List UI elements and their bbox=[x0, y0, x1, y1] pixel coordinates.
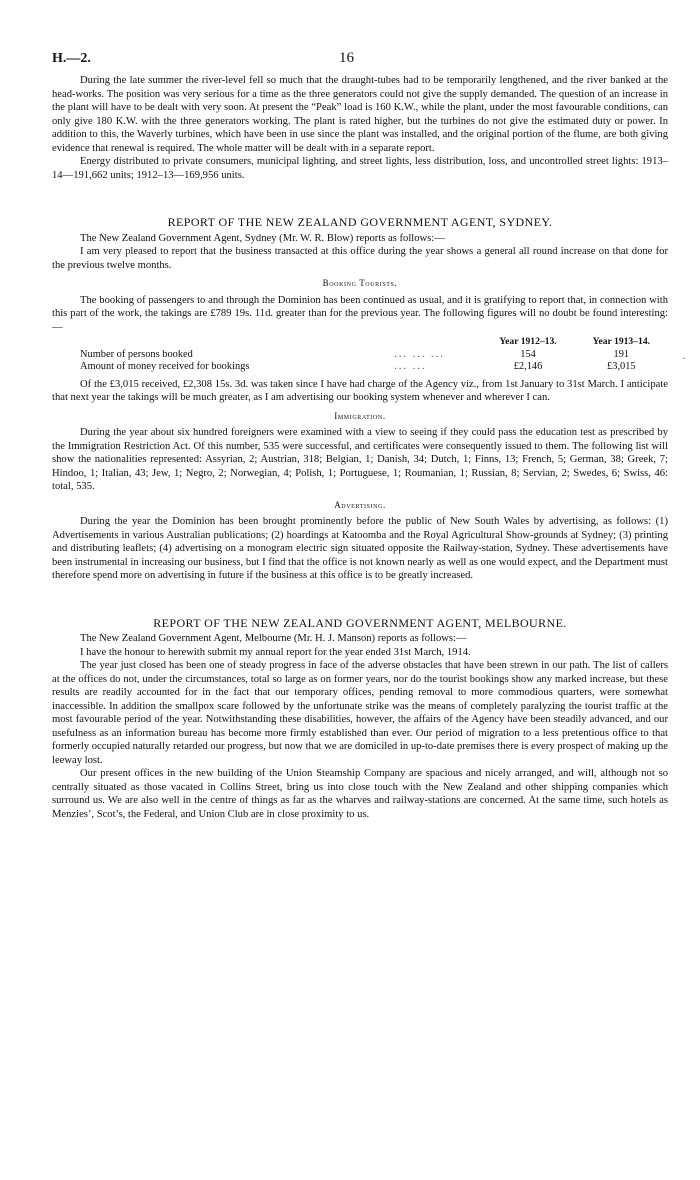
paragraph: The New Zealand Government Agent, Melbourne (Mr. H. J. Manson) reports as follows:— bbox=[80, 633, 467, 644]
page-number: 16 bbox=[339, 50, 354, 66]
row-label: Amount of money received for bookings bbox=[80, 361, 250, 372]
report-title-sydney: REPORT OF THE NEW ZEALAND GOVERNMENT AGENT, SYDNEY. bbox=[167, 215, 553, 229]
cell-value: 154 bbox=[520, 348, 536, 360]
paragraph: The booking of passengers to and through the Dominion has been continued as usual, and it is gratifying to report that, in connection with this part of the work, the takings are £789 19s. 11d. greater than for the previous year. The following figures will no doubt be found interesting:— bbox=[52, 294, 668, 333]
paragraph: During the year about six hundred foreigners were examined with a view to seeing if they could pass the education test as prescribed by the Immigration Restriction Act. Of this number, 535 were successful, and certificates were consequently issued to them. The following list will show the nationalities represented: Assyrian, 2; Austrian, 318; Belgian, 1; Danish, 34; Dutch, 1; Finns, 13; French, 5; German, 38; Greek, 7; Hindoo, 1; Italian, 43; Jew, 1; Negro, 2; Norwegian, 4; Polish, 1; Portuguese, 1; Roumanian, 1; Russian, 8; Servian, 2; Swedes, 6; Swiss, 46: total, 535. bbox=[52, 427, 668, 492]
paragraph: The year just closed has been one of steady progress in face of the adverse obstacles that have been strewn in our path. The list of callers at the offices do not, under the circumstances, total so large as on former years, nor do the tourist bookings show any marked increase, but these results are readily accounted for in the fact that our temporary offices, pending removal to more commodious quarters, were somewhat inaccessible. In addition the smallpox scare followed by the unfortunate strike was the means of completely paralyzing the tourist traffic at the most favourable period of the year. Notwithstanding these disabilities, however, the affairs of the Agency have been steadily advanced, and our usefulness as an information bureau has become more firmly established than ever. Our period of migration to a less pretentious office to that formerly occupied naturally retarded our progress, but now that we are domiciled in up-to-date premises there is every prospect of making up the leeway lost. bbox=[52, 660, 668, 766]
paragraph: The New Zealand Government Agent, Sydney (Mr. W. R. Blow) reports as follows:— bbox=[80, 232, 445, 244]
column-header-1913-14: Year 1913–14. bbox=[592, 336, 651, 347]
section-divider bbox=[52, 182, 668, 216]
subheading-immigration: Immigration. bbox=[334, 410, 386, 421]
bookings-table bbox=[52, 336, 668, 374]
leader-dots: ... ... bbox=[394, 361, 427, 372]
paragraph: Energy distributed to private consumers, municipal lighting, and street lights, less distribution, loss, and uncontrolled street lights: 1913–14—191,662 units; 1912–13—169,956 units. bbox=[52, 156, 668, 181]
table-row bbox=[52, 361, 668, 374]
paragraph: Our present offices in the new building of the Union Steamship Company are spacious and nicely arranged, and will, although not so centrally situated as those vacated in Collins Street, bring us into close touch with the New Zealand and other shipping companies which surround us. We are also well in the centre of things as far as the wharves and railway-stations are concerned. At the same time, such hotels as Menzies’, Scot’s, the Federal, and Union Club are in close proximity to us. bbox=[52, 768, 668, 820]
table-header-row bbox=[52, 336, 668, 349]
subheading-booking-tourists: Booking Tourists. bbox=[322, 278, 398, 288]
paragraph: I have the honour to herewith submit my annual report for the year ended 31st March, 1914. bbox=[80, 646, 471, 658]
subheading-advertising: Advertising. bbox=[334, 499, 386, 510]
leader-dots: ... ... ... bbox=[394, 348, 445, 360]
section-divider bbox=[52, 583, 668, 617]
paragraph: Of the £3,015 received, £2,308 15s. 3d. was taken since I have had charge of the Agency viz., from 1st January to 31st March. I anticipate that next year the takings will be much greater, as I am advertising our booking system whenever and wherever I can. bbox=[52, 378, 668, 403]
report-title-melbourne: REPORT OF THE NEW ZEALAND GOVERNMENT AGENT, MELBOURNE. bbox=[153, 615, 567, 630]
cell-value: 191 bbox=[613, 348, 630, 360]
margin-mark: · bbox=[682, 351, 686, 365]
document-page bbox=[52, 52, 668, 821]
table-header-dots bbox=[394, 336, 481, 349]
row-label: Number of persons booked bbox=[80, 348, 193, 360]
table-header-label bbox=[52, 336, 394, 349]
paragraph: During the year the Dominion has been brought prominently before the public of New South Wales by advertising, as follows: (1) Advertisements in various Australian publications; (2) hoardings at Katoomba and the Royal Agricultural Show-grounds at Sydney; (3) printing and distributing leaflets; (4) advertising on a monogram electric sign situated opposite the Railway-station, Sydney. These advertisements have been instrumental in increasing our business, but I find that the office is not known nearly as well as one would expect, and the Department must therefore spend more on advertising in future if the business at this office is to be greatly increased. bbox=[52, 516, 668, 581]
running-head bbox=[52, 52, 668, 74]
column-header-1912-13: Year 1912–13. bbox=[499, 336, 557, 347]
paragraph: During the late summer the river-level fell so much that the draught-tubes had to be temporarily lengthened, and the river banked at the head-works. The position was very serious for a time as the three generators could not give the supply demanded. The question of an increase in the plant will have to be dealt with very soon. At present the “Peak” load is 160 K.W., while the plant, under the most favourable conditions, can only give 180 K.W. with the three generators working. The plant is rated higher, but the turbines do not give the estimated duty or power. In addition to this, the Waverly turbines, which have been in use since the plant was installed, and the original portion of the flume, are both giving evidence that renewal is required. The whole matter will be dealt with in a separate report. bbox=[52, 75, 668, 154]
cell-value: £2,146 bbox=[513, 361, 543, 372]
paragraph: I am very pleased to report that the business transacted at this office during the year shows a general all round increase on that done for the previous twelve months. bbox=[52, 246, 668, 271]
document-code: H.—2. bbox=[52, 51, 91, 66]
table-row bbox=[52, 349, 668, 362]
cell-value: £3,015 bbox=[607, 361, 636, 372]
